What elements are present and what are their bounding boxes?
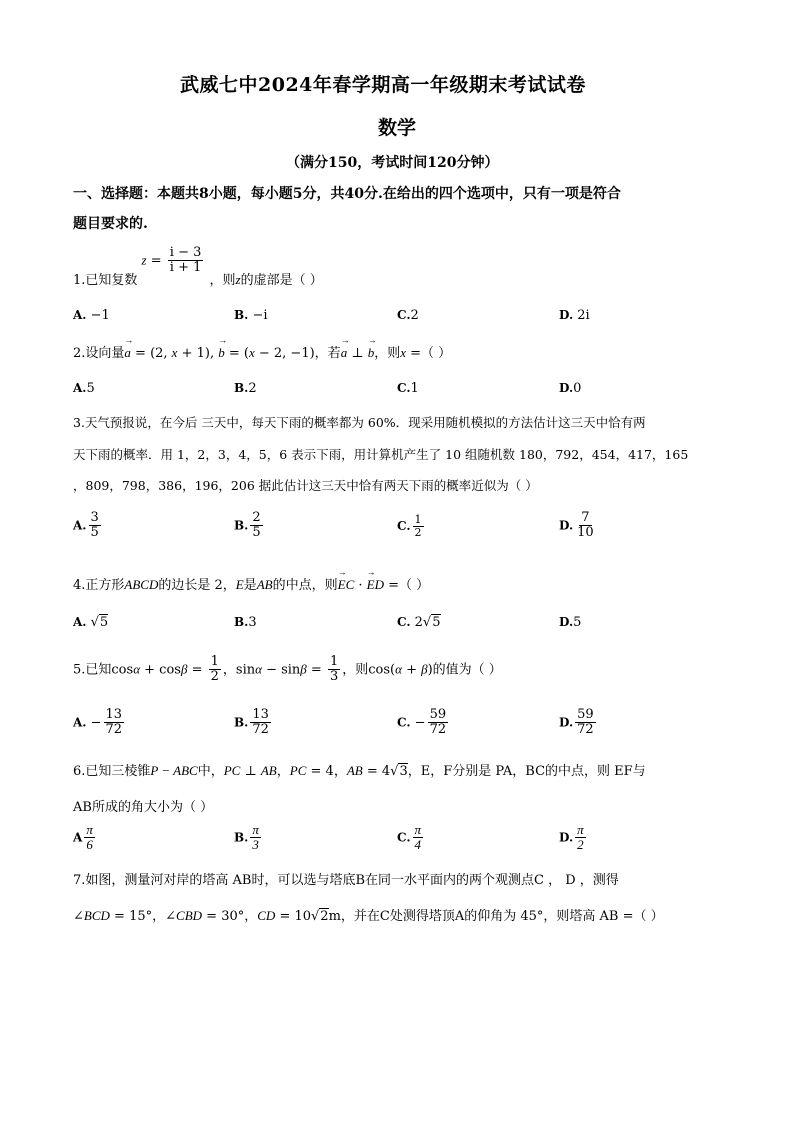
q3-option-b[interactable]: B. $\frac{2}{5}$ <box>234 510 261 541</box>
exam-title: 武威七中2024年春学期高一年级期末考试试卷 <box>180 74 586 96</box>
q5-mid2: ，则 <box>342 662 369 678</box>
q1-option-d[interactable]: D. 2i <box>559 308 590 323</box>
q2-end: （ ） <box>421 346 452 361</box>
q2-option-a[interactable]: A.5 <box>73 381 95 396</box>
q6-option-c[interactable]: C. $\frac{\pi}{4}$ <box>397 822 422 853</box>
q3-option-d[interactable]: D. $\frac{7}{10}$ <box>559 510 594 541</box>
exam-info: （满分150，考试时间120分钟） <box>286 155 499 171</box>
q6-option-b[interactable]: B. $\frac{\pi}{3}$ <box>234 822 259 853</box>
q5-end: 的值为（ ） <box>432 662 502 678</box>
q6-option-d[interactable]: D. $\frac{\pi}{2}$ <box>559 822 584 853</box>
q4-mid3: 的中点，则 <box>272 578 338 593</box>
q2-mid: ，若 <box>314 346 341 361</box>
question-3-line3: ，809，798，386，196，206 据此估计这三天中恰有两天下雨的概率近似为（ ） <box>73 478 538 493</box>
question-7-line2: ∠BCD = 15°，∠CBD = 30°，CD = 10√2m，并在C处测得塔顶A的仰角为 45°，则塔高 AB =（ ） <box>73 908 664 924</box>
q6-mid4: ，E，F分别是 PA，BC的中点，则 EF与 <box>407 764 646 779</box>
q4-mid2: 是 <box>243 578 257 593</box>
q4-prefix: 4.正方形 <box>73 578 125 593</box>
q6-prefix: 6.已知三棱锥 <box>73 764 151 779</box>
q5-prefix: 5.已知 <box>73 662 112 678</box>
exam-subject: 数学 <box>378 117 417 139</box>
q5-option-c[interactable]: C. − $\frac{59}{72}$ <box>397 707 447 738</box>
question-3-line1: 3.天气预报说，在今后 三天中，每天下雨的概率都为 60%．现采用随机模拟的方法估计这三天中恰有两 <box>73 415 646 430</box>
q4-mid1: 的边长是 2， <box>158 578 236 593</box>
q7-mid1: ， <box>152 909 166 924</box>
q3-option-c[interactable]: C. $\frac{1}{2}$ <box>397 513 422 540</box>
q1-prefix: 1.已知复数 <box>73 273 138 289</box>
q7-mid2: ， <box>244 909 258 924</box>
q1-option-a[interactable]: A. −1 <box>73 308 110 323</box>
q7-end: ，并在C处测得塔顶A的仰角为 45°，则塔高 AB =（ ） <box>340 909 664 924</box>
q6-option-a[interactable]: A $\frac{\pi}{6}$ <box>73 822 93 853</box>
q1-formula: z = $\frac{i - 3}{i + 1}$ <box>141 245 202 276</box>
q1-option-c[interactable]: C.2 <box>397 308 419 323</box>
section-heading-line1: 一、选择题：本题共8小题，每小题5分，共40分.在给出的四个选项中，只有一项是符合 <box>73 186 621 202</box>
q4-end: （ ） <box>399 578 430 593</box>
section-heading-line2: 题目要求的. <box>73 216 148 232</box>
q1-suffix-a: ，则 <box>209 273 236 289</box>
question-6-line1: 6.已知三棱锥P − ABC中，PC ⊥ AB，PC = 4，AB = 4√3，E，F分别是 PA，BC的中点，则 EF与 <box>73 763 646 779</box>
q6-mid3: ， <box>333 764 347 779</box>
q2-prefix: 2.设向量 <box>73 346 125 361</box>
q5-option-a[interactable]: A. − $\frac{13}{72}$ <box>73 707 123 738</box>
q1-option-b[interactable]: B. −i <box>234 308 268 323</box>
q3-option-a[interactable]: A. $\frac{3}{5}$ <box>73 510 99 541</box>
q2-option-b[interactable]: B.2 <box>234 381 257 396</box>
question-1-stem: 1.已知复数 z = $\frac{i - 3}{i + 1}$ ，则z的虚部是（ ） <box>73 245 323 289</box>
question-4-stem: 4.正方形ABCD的边长是 2，E是AB的中点，则→ EC · → ED =（ ） <box>73 574 429 593</box>
question-3-line2: 天下雨的概率．用 1，2，3，4，5，6 表示下雨，用计算机产生了 10 组随机数 180，792，454，417，165 <box>73 447 689 462</box>
q5-option-d[interactable]: D. $\frac{59}{72}$ <box>559 707 594 738</box>
q2-option-d[interactable]: D.0 <box>559 381 582 396</box>
q2-option-c[interactable]: C.1 <box>397 381 419 396</box>
q4-option-c[interactable]: C. 2√5 <box>397 615 441 630</box>
q2-suffix: ，则 <box>374 346 401 361</box>
question-6-line2: AB所成的角大小为（ ） <box>73 800 214 815</box>
question-5-stem: 5.已知cosα + cosβ = $\frac{1}{2}$ ，sinα − sinβ = $\frac{1}{3}$ ，则cos(α + β)的值为（ ） <box>73 654 502 685</box>
q4-option-b[interactable]: B.3 <box>234 615 257 630</box>
q5-mid: ， <box>222 662 236 678</box>
question-2-stem: 2.设向量→ a = (2, x + 1), → b = (x − 2, −1)，若→ a ⊥ → b，则x =（ ） <box>73 342 451 361</box>
q5-option-b[interactable]: B. $\frac{13}{72}$ <box>234 707 269 738</box>
q6-mid1: 中， <box>197 764 224 779</box>
q6-mid2: ， <box>276 764 290 779</box>
question-7-line1: 7.如图，测量河对岸的塔高 AB时，可以选与塔底B在同一水平面内的两个观测点C ， D ，测得 <box>73 873 619 888</box>
q4-option-a[interactable]: A. √5 <box>73 615 109 630</box>
q1-suffix-b: 的虚部是（ ） <box>240 273 323 289</box>
q4-option-d[interactable]: D.5 <box>559 615 582 630</box>
